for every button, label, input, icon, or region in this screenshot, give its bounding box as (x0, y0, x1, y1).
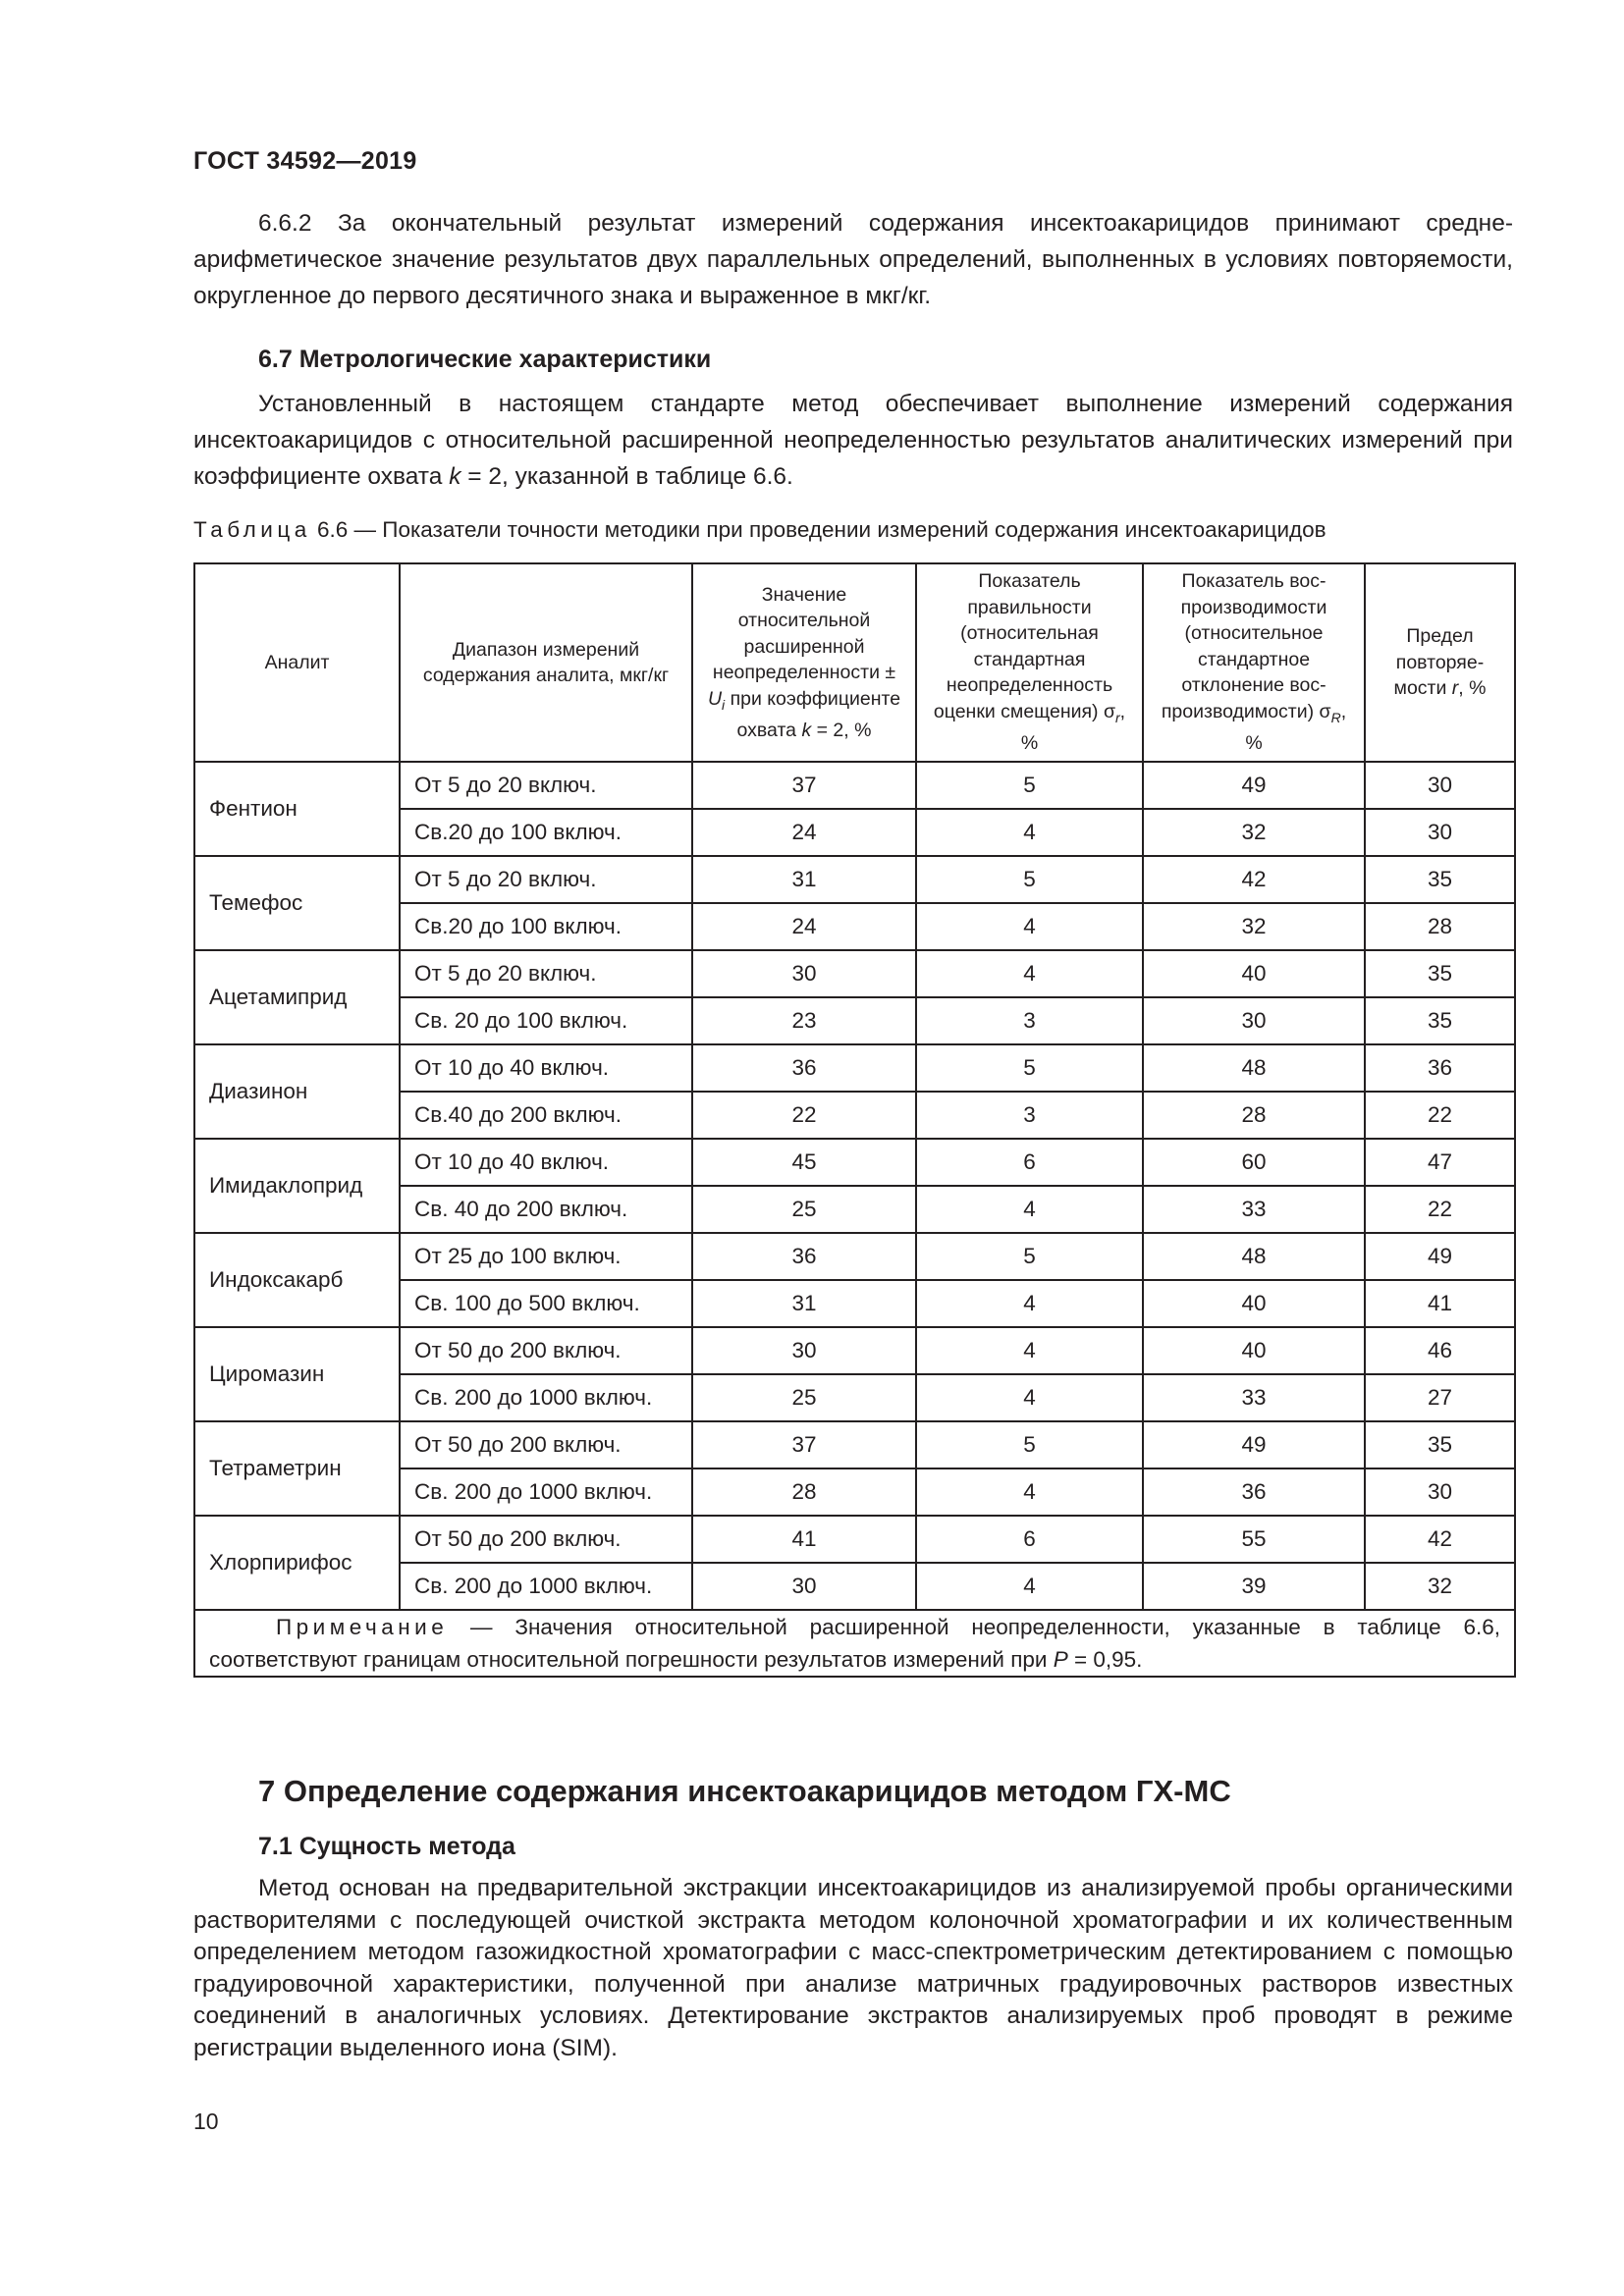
range-cell: Св. 20 до 100 включ. (400, 997, 692, 1044)
table-row (194, 950, 1515, 997)
repeatability-cell: 36 (1365, 1044, 1515, 1092)
repeatability-cell: 27 (1365, 1374, 1515, 1421)
section-heading-7: 7 Определение содержания инсектоакарицидов методом ГХ-МС (258, 1774, 1231, 1808)
range-cell: Св. 100 до 500 включ. (400, 1280, 692, 1327)
table-note-label: Примечание (276, 1615, 449, 1639)
repeatability-cell: 49 (1365, 1233, 1515, 1280)
analyte-cell: Циромазин (194, 1327, 400, 1421)
analyte-cell: Фентион (194, 762, 400, 856)
reproducibility-cell: 39 (1143, 1563, 1365, 1610)
uncertainty-cell: 37 (692, 762, 916, 809)
range-cell: От 5 до 20 включ. (400, 856, 692, 903)
range-cell: От 50 до 200 включ. (400, 1327, 692, 1374)
reproducibility-cell: 49 (1143, 762, 1365, 809)
trueness-cell: 4 (916, 1374, 1143, 1421)
repeatability-cell: 32 (1365, 1563, 1515, 1610)
table-row (194, 1421, 1515, 1468)
trueness-cell: 4 (916, 1280, 1143, 1327)
table-caption-text: 6.6 — Показатели точности методики при проведении измерений содержания инсектоакарицидов (310, 517, 1326, 542)
header-uncertainty: Значение относительной расширенной неопределенности ± $U_i$ при коэффициенте охвата k = 2, % (692, 563, 916, 762)
trueness-cell: 6 (916, 1516, 1143, 1563)
range-cell: От 50 до 200 включ. (400, 1421, 692, 1468)
uncertainty-cell: 36 (692, 1044, 916, 1092)
header-reproducibility: Показатель воспроизводимости (относительное стандартное отклонение воспроизводимости) $\sigma_R$, % (1143, 563, 1365, 762)
table-row (194, 1327, 1515, 1374)
repeatability-cell: 22 (1365, 1186, 1515, 1233)
uncertainty-cell: 36 (692, 1233, 916, 1280)
uncertainty-cell: 25 (692, 1374, 916, 1421)
trueness-cell: 3 (916, 997, 1143, 1044)
paragraph-6-6-2 (193, 205, 1513, 314)
paragraph-6-7-text-a: Установленный в настоящем стандарте метод обеспечивает выполнение измерений содержания инсектоакарицидов с относительной расширенной неопределенностью результатов аналитических измерений при коэффициенте охвата (193, 391, 1513, 490)
table-caption-label: Таблица (193, 517, 311, 542)
table-note-text-b: = 0,95. (1067, 1647, 1143, 1672)
uncertainty-cell: 37 (692, 1421, 916, 1468)
reproducibility-cell: 49 (1143, 1421, 1365, 1468)
range-cell: От 10 до 40 включ. (400, 1139, 692, 1186)
table-row (194, 1044, 1515, 1092)
trueness-cell: 4 (916, 809, 1143, 856)
trueness-cell: 4 (916, 1563, 1143, 1610)
reproducibility-cell: 40 (1143, 1280, 1365, 1327)
repeatability-cell: 46 (1365, 1327, 1515, 1374)
table-note-text-a: — Значения относительной расширенной неопределенности, указанные в таблице 6.6, соответствуют границам относительной погрешности результатов измерений при (209, 1615, 1500, 1672)
range-cell: Св. 200 до 1000 включ. (400, 1374, 692, 1421)
repeatability-cell: 47 (1365, 1139, 1515, 1186)
table-note (194, 1610, 1515, 1677)
range-cell: Св.40 до 200 включ. (400, 1092, 692, 1139)
range-cell: Св. 200 до 1000 включ. (400, 1563, 692, 1610)
repeatability-cell: 30 (1365, 1468, 1515, 1516)
paragraph-6-6-2-text: 6.6.2 За окончательный результат измерений содержания инсектоакарицидов принимают среднеарифметическое значение результатов двух параллельных определений, выполненных в условиях повторяемости, округленное до первого десятичного знака и выраженное в мкг/кг. (193, 210, 1513, 309)
uncertainty-cell: 30 (692, 1327, 916, 1374)
trueness-cell: 4 (916, 903, 1143, 950)
trueness-cell: 4 (916, 1186, 1143, 1233)
analyte-cell: Имидаклоприд (194, 1139, 400, 1233)
trueness-cell: 4 (916, 1327, 1143, 1374)
trueness-cell: 5 (916, 856, 1143, 903)
uncertainty-cell: 41 (692, 1516, 916, 1563)
header-range: Диапазон измерений содержания аналита, мкг/кг (400, 563, 692, 762)
reproducibility-cell: 55 (1143, 1516, 1365, 1563)
reproducibility-cell: 60 (1143, 1139, 1365, 1186)
header-analyte: Аналит (194, 563, 400, 762)
table-row (194, 762, 1515, 809)
section-heading-7-1: 7.1 Сущность метода (258, 1833, 515, 1860)
trueness-cell: 4 (916, 1468, 1143, 1516)
paragraph-6-7-k: k (449, 463, 461, 490)
reproducibility-cell: 28 (1143, 1092, 1365, 1139)
range-cell: Св.20 до 100 включ. (400, 809, 692, 856)
range-cell: От 50 до 200 включ. (400, 1516, 692, 1563)
range-cell: От 10 до 40 включ. (400, 1044, 692, 1092)
reproducibility-cell: 36 (1143, 1468, 1365, 1516)
analyte-cell: Хлорпирифос (194, 1516, 400, 1610)
range-cell: Св. 200 до 1000 включ. (400, 1468, 692, 1516)
analyte-cell: Ацетамиприд (194, 950, 400, 1044)
repeatability-cell: 28 (1365, 903, 1515, 950)
reproducibility-cell: 42 (1143, 856, 1365, 903)
trueness-cell: 5 (916, 1044, 1143, 1092)
page-number: 10 (193, 2109, 219, 2134)
paragraph-7-1-text: Метод основан на предварительной экстракции инсектоакарицидов из анализируемой пробы органическими растворителями с последующей очисткой экстракта методом колоночной хроматографии и их количественным определением методом газожидкостной хроматографии с масс-спектрометрическим детектированием с помощью градуировочной характеристики, полученной при анализе матричных градуировочных растворов известных соединений в аналогичных условиях. Детектирование экстрактов анализируемых проб проводят в режиме регистрации выделенного иона (SIM). (193, 1875, 1513, 2061)
uncertainty-cell: 30 (692, 1563, 916, 1610)
trueness-cell: 4 (916, 950, 1143, 997)
accuracy-table (193, 562, 1516, 1678)
uncertainty-cell: 31 (692, 856, 916, 903)
trueness-cell: 6 (916, 1139, 1143, 1186)
trueness-cell: 5 (916, 1421, 1143, 1468)
table-row (194, 1139, 1515, 1186)
reproducibility-cell: 40 (1143, 1327, 1365, 1374)
reproducibility-cell: 33 (1143, 1186, 1365, 1233)
table-note-row (194, 1610, 1515, 1677)
header-trueness: Показатель правильности (относительная стандартная неопределенность оценки смещения) $\sigma_r$, % (916, 563, 1143, 762)
analyte-cell: Диазинон (194, 1044, 400, 1139)
repeatability-cell: 41 (1365, 1280, 1515, 1327)
uncertainty-cell: 24 (692, 809, 916, 856)
table-row (194, 1233, 1515, 1280)
trueness-cell: 5 (916, 1233, 1143, 1280)
repeatability-cell: 42 (1365, 1516, 1515, 1563)
range-cell: От 5 до 20 включ. (400, 762, 692, 809)
uncertainty-cell: 25 (692, 1186, 916, 1233)
table-row (194, 856, 1515, 903)
table-header-row (194, 563, 1515, 762)
uncertainty-cell: 31 (692, 1280, 916, 1327)
repeatability-cell: 22 (1365, 1092, 1515, 1139)
reproducibility-cell: 32 (1143, 809, 1365, 856)
uncertainty-cell: 22 (692, 1092, 916, 1139)
reproducibility-cell: 48 (1143, 1044, 1365, 1092)
reproducibility-cell: 33 (1143, 1374, 1365, 1421)
trueness-cell: 3 (916, 1092, 1143, 1139)
reproducibility-cell: 40 (1143, 950, 1365, 997)
repeatability-cell: 30 (1365, 762, 1515, 809)
trueness-cell: 5 (916, 762, 1143, 809)
repeatability-cell: 35 (1365, 950, 1515, 997)
uncertainty-cell: 23 (692, 997, 916, 1044)
uncertainty-cell: 24 (692, 903, 916, 950)
paragraph-6-7 (193, 386, 1513, 495)
table-note-p: P (1053, 1647, 1068, 1672)
table-caption (193, 517, 1326, 543)
reproducibility-cell: 32 (1143, 903, 1365, 950)
uncertainty-cell: 28 (692, 1468, 916, 1516)
analyte-cell: Индоксакарб (194, 1233, 400, 1327)
analyte-cell: Темефос (194, 856, 400, 950)
range-cell: Св.20 до 100 включ. (400, 903, 692, 950)
range-cell: Св. 40 до 200 включ. (400, 1186, 692, 1233)
analyte-cell: Тетраметрин (194, 1421, 400, 1516)
paragraph-7-1 (193, 1873, 1513, 2065)
uncertainty-cell: 45 (692, 1139, 916, 1186)
repeatability-cell: 35 (1365, 856, 1515, 903)
header-repeatability: Предел повторяемости r, % (1365, 563, 1515, 762)
reproducibility-cell: 30 (1143, 997, 1365, 1044)
range-cell: От 5 до 20 включ. (400, 950, 692, 997)
document-header: ГОСТ 34592—2019 (193, 147, 417, 175)
range-cell: От 25 до 100 включ. (400, 1233, 692, 1280)
uncertainty-cell: 30 (692, 950, 916, 997)
paragraph-6-7-text-b: = 2, указанной в таблице 6.6. (460, 463, 793, 490)
repeatability-cell: 30 (1365, 809, 1515, 856)
repeatability-cell: 35 (1365, 997, 1515, 1044)
repeatability-cell: 35 (1365, 1421, 1515, 1468)
reproducibility-cell: 48 (1143, 1233, 1365, 1280)
section-heading-6-7: 6.7 Метрологические характеристики (258, 346, 712, 373)
table-row (194, 1516, 1515, 1563)
